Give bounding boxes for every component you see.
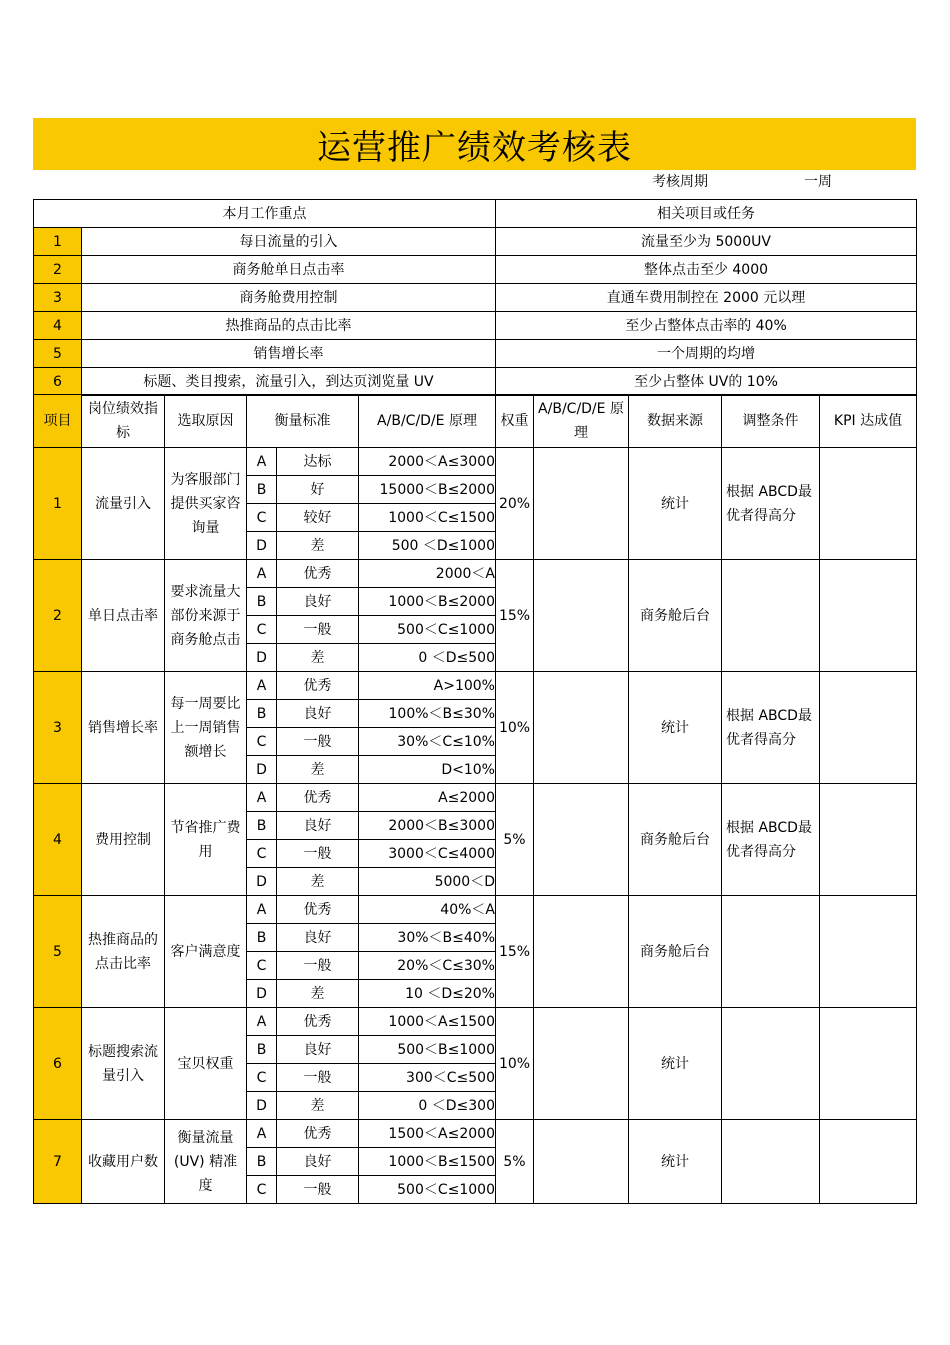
- focus-row-task: 一个周期的均增: [496, 340, 917, 368]
- kpi-weight: 5%: [496, 1120, 534, 1204]
- grade-range: 2000＜A: [359, 560, 496, 588]
- focus-row-task: 整体点击至少 4000: [496, 256, 917, 284]
- grade-range: 500 ＜D≤1000: [359, 532, 496, 560]
- kpi-weight: 10%: [496, 672, 534, 784]
- kpi-grade-row: [34, 1120, 917, 1148]
- grade-level: 一般: [277, 1064, 359, 1092]
- grade-range: 1000＜C≤1500: [359, 504, 496, 532]
- grade-range: 30%＜B≤40%: [359, 924, 496, 952]
- grade-range: 500＜C≤1000: [359, 616, 496, 644]
- kpi-project-number: 2: [34, 560, 82, 672]
- grade-level: 一般: [277, 840, 359, 868]
- focus-row-number: 1: [34, 228, 82, 256]
- grade-range: 0 ＜D≤300: [359, 1092, 496, 1120]
- header-principle: A/B/C/D/E 原理: [359, 395, 496, 448]
- kpi-weight: 5%: [496, 784, 534, 896]
- focus-row-item: 商务舱费用控制: [82, 284, 496, 312]
- kpi-reason: 客户满意度: [165, 896, 247, 1008]
- grade-letter: A: [247, 560, 277, 588]
- grade-range: 40%＜A: [359, 896, 496, 924]
- focus-row-item: 热推商品的点击比率: [82, 312, 496, 340]
- kpi-adjust: 根据 ABCD最优者得高分: [722, 672, 820, 784]
- kpi-grade-row: [34, 784, 917, 812]
- focus-header-left: 本月工作重点: [34, 200, 496, 228]
- kpi-value-blank: [820, 1120, 917, 1204]
- grade-range: D<10%: [359, 756, 496, 784]
- grade-range: 100%＜B≤30%: [359, 700, 496, 728]
- kpi-adjust: [722, 1120, 820, 1204]
- grade-level: 较好: [277, 504, 359, 532]
- kpi-table: [33, 394, 917, 1204]
- kpi-principle-blank: [534, 672, 629, 784]
- grade-level: 优秀: [277, 1008, 359, 1036]
- grade-letter: D: [247, 980, 277, 1008]
- focus-header-right: 相关项目或任务: [496, 200, 917, 228]
- grade-range: A≤2000: [359, 784, 496, 812]
- kpi-project-number: 4: [34, 784, 82, 896]
- kpi-adjust: [722, 1008, 820, 1120]
- kpi-reason: 宝贝权重: [165, 1008, 247, 1120]
- grade-range: 20%＜C≤30%: [359, 952, 496, 980]
- kpi-adjust: 根据 ABCD最优者得高分: [722, 784, 820, 896]
- header-reason: 选取原因: [165, 395, 247, 448]
- focus-row-number: 6: [34, 368, 82, 396]
- focus-row-item: 标题、类目搜索，流量引入，到达页浏览量 UV: [82, 368, 496, 396]
- grade-letter: C: [247, 504, 277, 532]
- kpi-principle-blank: [534, 896, 629, 1008]
- kpi-value-blank: [820, 672, 917, 784]
- grade-letter: A: [247, 896, 277, 924]
- kpi-grade-row: [34, 448, 917, 476]
- grade-level: 优秀: [277, 896, 359, 924]
- grade-level: 好: [277, 476, 359, 504]
- grade-letter: D: [247, 644, 277, 672]
- grade-letter: D: [247, 1092, 277, 1120]
- grade-range: 30%＜C≤10%: [359, 728, 496, 756]
- grade-level: 一般: [277, 616, 359, 644]
- header-adjust: 调整条件: [722, 395, 820, 448]
- focus-row-item: 商务舱单日点击率: [82, 256, 496, 284]
- kpi-reason: 要求流量大部份来源于商务舱点击: [165, 560, 247, 672]
- kpi-weight: 20%: [496, 448, 534, 560]
- grade-level: 优秀: [277, 560, 359, 588]
- focus-row-task: 直通车费用制控在 2000 元以理: [496, 284, 917, 312]
- grade-letter: A: [247, 1120, 277, 1148]
- kpi-value-blank: [820, 448, 917, 560]
- header-standard: 衡量标准: [247, 395, 359, 448]
- kpi-reason: 每一周要比上一周销售额增长: [165, 672, 247, 784]
- kpi-source: 统计: [629, 672, 722, 784]
- header-principle-2: A/B/C/D/E 原理: [534, 395, 629, 448]
- grade-letter: C: [247, 728, 277, 756]
- grade-letter: B: [247, 924, 277, 952]
- grade-level: 差: [277, 756, 359, 784]
- kpi-grade-row: [34, 560, 917, 588]
- kpi-source: 统计: [629, 1008, 722, 1120]
- grade-level: 良好: [277, 924, 359, 952]
- kpi-indicator: 费用控制: [82, 784, 165, 896]
- kpi-source: 统计: [629, 448, 722, 560]
- grade-level: 良好: [277, 700, 359, 728]
- kpi-indicator: 收藏用户数: [82, 1120, 165, 1204]
- grade-level: 差: [277, 868, 359, 896]
- grade-range: 0 ＜D≤500: [359, 644, 496, 672]
- focus-row-number: 3: [34, 284, 82, 312]
- kpi-principle-blank: [534, 1120, 629, 1204]
- grade-range: A>100%: [359, 672, 496, 700]
- grade-range: 1000＜B≤2000: [359, 588, 496, 616]
- kpi-value-blank: [820, 896, 917, 1008]
- grade-level: 差: [277, 980, 359, 1008]
- kpi-grade-row: [34, 672, 917, 700]
- kpi-source: 商务舱后台: [629, 784, 722, 896]
- grade-letter: A: [247, 448, 277, 476]
- kpi-header-row: [34, 395, 917, 448]
- kpi-indicator: 标题搜索流量引入: [82, 1008, 165, 1120]
- grade-letter: C: [247, 1064, 277, 1092]
- focus-row-number: 4: [34, 312, 82, 340]
- grade-range: 500＜B≤1000: [359, 1036, 496, 1064]
- focus-row-task: 至少占整体 UV的 10%: [496, 368, 917, 396]
- grade-level: 一般: [277, 952, 359, 980]
- title-banner: [33, 118, 916, 170]
- kpi-indicator: 热推商品的点击比率: [82, 896, 165, 1008]
- grade-range: 2000＜A≤3000: [359, 448, 496, 476]
- grade-letter: A: [247, 784, 277, 812]
- header-source: 数据来源: [629, 395, 722, 448]
- grade-level: 良好: [277, 812, 359, 840]
- focus-row-task: 至少占整体点击率的 40%: [496, 312, 917, 340]
- kpi-value-blank: [820, 784, 917, 896]
- header-project: 项目: [34, 395, 82, 448]
- period-label: 考核周期: [652, 174, 708, 190]
- kpi-reason: 为客服部门提供买家咨询量: [165, 448, 247, 560]
- grade-level: 优秀: [277, 1120, 359, 1148]
- header-kpi-value: KPI 达成值: [820, 395, 917, 448]
- focus-row-task: 流量至少为 5000UV: [496, 228, 917, 256]
- grade-letter: A: [247, 672, 277, 700]
- focus-row: [34, 256, 917, 284]
- grade-letter: B: [247, 588, 277, 616]
- header-weight: 权重: [496, 395, 534, 448]
- focus-table: [33, 199, 917, 396]
- kpi-value-blank: [820, 560, 917, 672]
- kpi-principle-blank: [534, 560, 629, 672]
- grade-range: 15000＜B≤2000: [359, 476, 496, 504]
- kpi-grade-row: [34, 1008, 917, 1036]
- kpi-project-number: 6: [34, 1008, 82, 1120]
- grade-letter: C: [247, 952, 277, 980]
- grade-letter: B: [247, 1036, 277, 1064]
- kpi-source: 统计: [629, 1120, 722, 1204]
- grade-level: 优秀: [277, 784, 359, 812]
- grade-letter: B: [247, 1148, 277, 1176]
- grade-range: 3000＜C≤4000: [359, 840, 496, 868]
- grade-letter: C: [247, 840, 277, 868]
- grade-level: 差: [277, 532, 359, 560]
- grade-level: 一般: [277, 1176, 359, 1204]
- focus-row-number: 2: [34, 256, 82, 284]
- grade-level: 优秀: [277, 672, 359, 700]
- grade-level: 一般: [277, 728, 359, 756]
- focus-row: [34, 284, 917, 312]
- kpi-adjust: 根据 ABCD最优者得高分: [722, 448, 820, 560]
- grade-range: 2000＜B≤3000: [359, 812, 496, 840]
- kpi-project-number: 1: [34, 448, 82, 560]
- grade-range: 500＜C≤1000: [359, 1176, 496, 1204]
- kpi-project-number: 3: [34, 672, 82, 784]
- focus-row-item: 每日流量的引入: [82, 228, 496, 256]
- grade-letter: D: [247, 532, 277, 560]
- kpi-grade-row: [34, 896, 917, 924]
- grade-range: 5000＜D: [359, 868, 496, 896]
- focus-row: [34, 368, 917, 396]
- focus-row-item: 销售增长率: [82, 340, 496, 368]
- focus-row: [34, 312, 917, 340]
- page-title: 运营推广绩效考核表: [317, 127, 632, 168]
- header-indicator: 岗位绩效指标: [82, 395, 165, 448]
- kpi-principle-blank: [534, 1008, 629, 1120]
- kpi-indicator: 销售增长率: [82, 672, 165, 784]
- kpi-source: 商务舱后台: [629, 896, 722, 1008]
- kpi-reason: 节省推广费用: [165, 784, 247, 896]
- grade-letter: C: [247, 616, 277, 644]
- kpi-indicator: 流量引入: [82, 448, 165, 560]
- kpi-source: 商务舱后台: [629, 560, 722, 672]
- kpi-adjust: [722, 896, 820, 1008]
- grade-range: 10 ＜D≤20%: [359, 980, 496, 1008]
- grade-range: 1500＜A≤2000: [359, 1120, 496, 1148]
- kpi-value-blank: [820, 1008, 917, 1120]
- kpi-project-number: 7: [34, 1120, 82, 1204]
- grade-level: 良好: [277, 1148, 359, 1176]
- kpi-adjust: [722, 560, 820, 672]
- grade-letter: A: [247, 1008, 277, 1036]
- grade-level: 达标: [277, 448, 359, 476]
- focus-row: [34, 340, 917, 368]
- focus-header-row: [34, 200, 917, 228]
- kpi-principle-blank: [534, 448, 629, 560]
- kpi-indicator: 单日点击率: [82, 560, 165, 672]
- kpi-project-number: 5: [34, 896, 82, 1008]
- grade-letter: B: [247, 812, 277, 840]
- kpi-principle-blank: [534, 784, 629, 896]
- grade-level: 良好: [277, 588, 359, 616]
- grade-range: 1000＜B≤1500: [359, 1148, 496, 1176]
- period-value: 一周: [804, 174, 832, 190]
- focus-row-number: 5: [34, 340, 82, 368]
- kpi-reason: 衡量流量(UV) 精准度: [165, 1120, 247, 1204]
- grade-letter: B: [247, 700, 277, 728]
- kpi-weight: 15%: [496, 560, 534, 672]
- grade-letter: D: [247, 868, 277, 896]
- grade-level: 良好: [277, 1036, 359, 1064]
- grade-letter: B: [247, 476, 277, 504]
- grade-range: 300＜C≤500: [359, 1064, 496, 1092]
- grade-range: 1000＜A≤1500: [359, 1008, 496, 1036]
- grade-level: 差: [277, 1092, 359, 1120]
- grade-letter: C: [247, 1176, 277, 1204]
- kpi-weight: 15%: [496, 896, 534, 1008]
- grade-level: 差: [277, 644, 359, 672]
- kpi-weight: 10%: [496, 1008, 534, 1120]
- focus-row: [34, 228, 917, 256]
- grade-letter: D: [247, 756, 277, 784]
